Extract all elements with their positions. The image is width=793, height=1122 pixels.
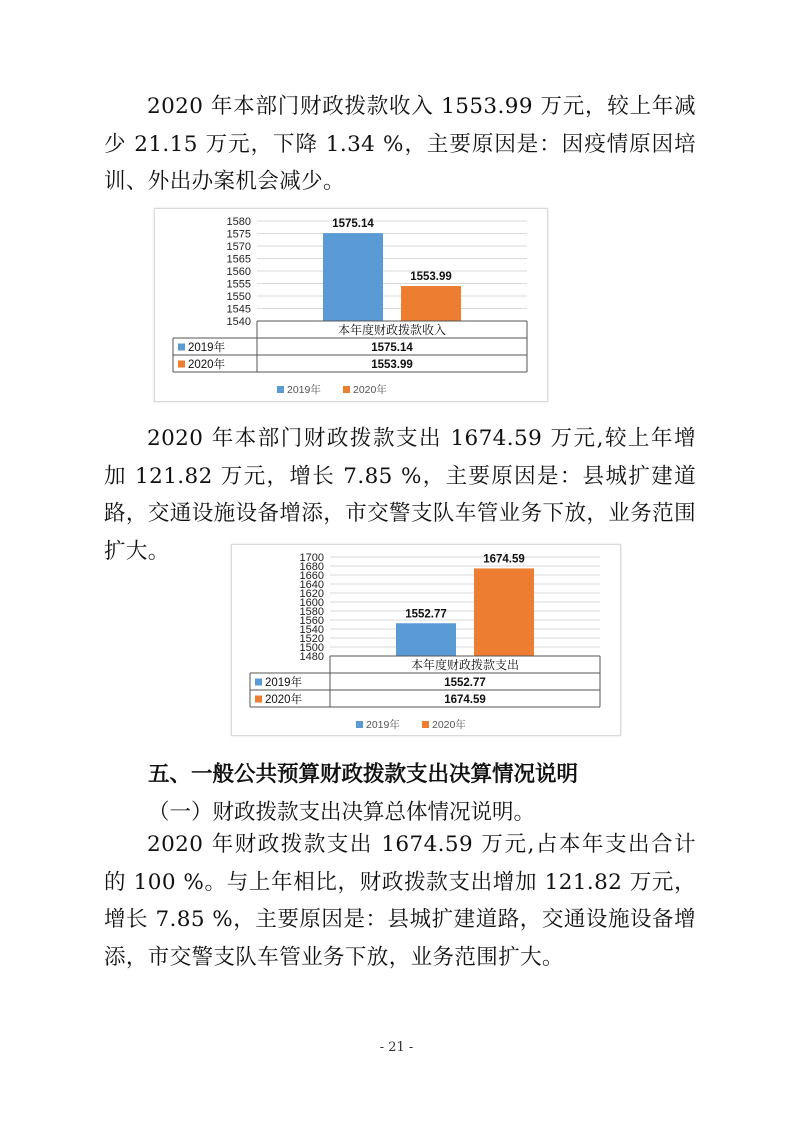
legend-key [343, 386, 350, 393]
bar-2020年 [401, 286, 461, 321]
table-value: 1575.14 [371, 342, 413, 354]
table-legend-key [255, 679, 262, 686]
bar-2019年 [396, 623, 456, 656]
section-heading: 五、一般公共预算财政拨款支出决算情况说明 [148, 762, 579, 787]
y-tick-label: 1540 [299, 624, 324, 636]
table-series-name: 2019年 [188, 342, 226, 354]
y-tick-label: 1620 [299, 588, 324, 600]
bar-value-label: 1553.99 [410, 271, 452, 284]
table-series-name: 2020年 [188, 359, 226, 371]
y-tick-label: 1560 [299, 615, 324, 627]
legend-label: 2019年 [366, 719, 400, 731]
y-tick-label: 1545 [226, 303, 251, 316]
table-value: 1552.77 [444, 677, 486, 689]
y-tick-label: 1520 [299, 633, 324, 645]
bar-value-label: 1575.14 [332, 218, 374, 231]
expense-chart-svg [232, 545, 620, 735]
bar-value-label: 1552.77 [405, 608, 447, 621]
income-chart-svg [155, 209, 547, 401]
bar-2020年 [474, 568, 534, 656]
y-tick-label: 1660 [299, 570, 324, 582]
y-tick-label: 1550 [226, 291, 251, 303]
table-category-label: 本年度财政拨款支出 [410, 658, 520, 672]
table-series-name: 2019年 [265, 677, 303, 689]
paragraph-expense-text: 2020 年本部门财政拨款支出 1674.59 万元,较上年增加 121.82 万元，增长 7.85 %，主要原因是：县城扩建道路，交通设施设备增添，市交警支队车管业务下放，业务范围扩大。 [104, 426, 696, 564]
income-chart [154, 208, 548, 402]
paragraph-income-text: 2020 年本部门财政拨款收入 1553.99 万元，较上年减少 21.15 万元，下降 1.34 %，主要原因是：因疫情原因培训、外出办案机会减少。 [104, 94, 696, 194]
legend-key [356, 721, 363, 728]
y-tick-label: 1580 [299, 606, 324, 618]
y-tick-label: 1480 [299, 651, 324, 663]
paragraph-income [104, 88, 696, 201]
sub-heading: （一）财政拨款支出决算总体情况说明。 [148, 800, 536, 825]
y-tick-label: 1500 [299, 642, 324, 654]
expense-chart [231, 544, 621, 736]
table-legend-key [178, 344, 185, 351]
bar-2019年 [323, 233, 383, 321]
y-tick-label: 1570 [226, 241, 251, 253]
table-series-name: 2020年 [265, 694, 303, 706]
y-tick-label: 1680 [299, 561, 324, 573]
legend-label: 2020年 [432, 719, 466, 731]
legend-key [277, 386, 284, 393]
table-value: 1674.59 [444, 694, 486, 706]
paragraph-summary-text: 2020 年财政拨款支出 1674.59 万元,占本年支出合计的 100 %。与上年相比，财政拨款支出增加 121.82 万元，增长 7.85 %，主要原因是：县城扩建道路，交通设施设备增添，市交警支队车管业务下放，业务范围扩大。 [104, 832, 696, 970]
bar-value-label: 1674.59 [483, 553, 525, 566]
table-value: 1553.99 [371, 359, 413, 371]
y-tick-label: 1565 [226, 253, 251, 266]
legend-key [422, 721, 429, 728]
y-tick-label: 1700 [299, 552, 324, 564]
page-number: - 21 - [379, 1040, 414, 1055]
table-legend-key [178, 361, 185, 368]
legend-label: 2019年 [287, 384, 321, 396]
y-tick-label: 1575 [226, 228, 251, 241]
table-legend-key [255, 696, 262, 703]
legend-label: 2020年 [353, 384, 387, 396]
y-tick-label: 1600 [299, 597, 324, 609]
y-tick-label: 1560 [226, 266, 251, 278]
y-tick-label: 1555 [226, 278, 251, 291]
y-tick-label: 1640 [299, 579, 324, 591]
paragraph-summary [104, 826, 696, 976]
y-tick-label: 1540 [226, 316, 251, 328]
table-category-label: 本年度财政拨款收入 [337, 323, 447, 337]
y-tick-label: 1580 [226, 216, 251, 228]
